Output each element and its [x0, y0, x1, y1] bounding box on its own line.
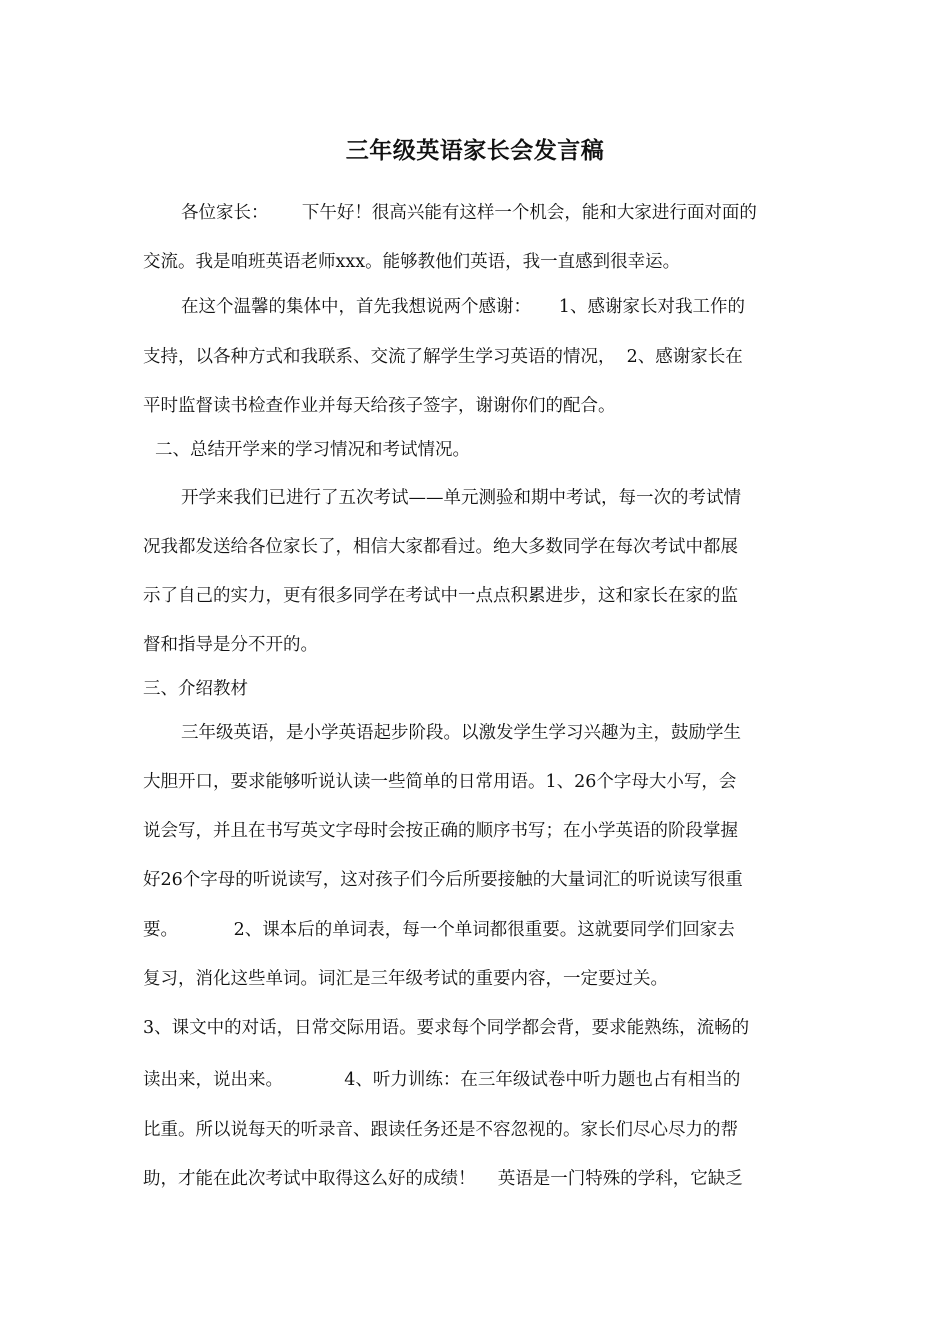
paragraph-line: 助，才能在此次考试中取得这么好的成绩！ 英语是一门特殊的学科，它缺乏 [143, 1169, 743, 1189]
paragraph-line: 交流。我是咱班英语老师xxx。能够教他们英语，我一直感到很幸运。 [143, 252, 681, 272]
paragraph-line: 说会写，并且在书写英文字母时会按正确的顺序书写；在小学英语的阶段掌握 [143, 821, 738, 841]
paragraph-line: 3、课文中的对话，日常交际用语。要求每个同学都会背，要求能熟练，流畅的 [143, 1018, 750, 1038]
paragraph-line: 要。 2、课本后的单词表，每一个单词都很重要。这就要同学们回家去 [143, 920, 735, 940]
paragraph-line: 好26个字母的听说读写，这对孩子们今后所要接触的大量词汇的听说读写很重 [143, 870, 743, 890]
paragraph-line: 平时监督读书检查作业并每天给孩子签字，谢谢你们的配合。 [143, 396, 616, 416]
document-title: 三年级英语家长会发言稿 [345, 137, 605, 164]
paragraph-line: 示了自己的实力，更有很多同学在考试中一点点积累进步，这和家长在家的监 [143, 586, 738, 606]
paragraph-line: 各位家长： 下午好！很高兴能有这样一个机会，能和大家进行面对面的 [181, 203, 757, 223]
paragraph-line: 三年级英语，是小学英语起步阶段。以激发学生学习兴趣为主，鼓励学生 [181, 723, 741, 743]
paragraph-line: 督和指导是分不开的。 [143, 635, 318, 655]
paragraph-line: 大胆开口，要求能够听说认读一些简单的日常用语。1、26个字母大小写，会 [143, 772, 737, 792]
paragraph-line: 复习，消化这些单词。词汇是三年级考试的重要内容，一定要过关。 [143, 969, 668, 989]
paragraph-line: 在这个温馨的集体中，首先我想说两个感谢： 1、感谢家长对我工作的 [181, 297, 745, 317]
paragraph-line: 支持，以各种方式和我联系、交流了解学生学习英语的情况， 2、感谢家长在 [143, 347, 743, 367]
paragraph-line: 开学来我们已进行了五次考试——单元测验和期中考试，每一次的考试情 [181, 488, 741, 508]
paragraph-line: 况我都发送给各位家长了，相信大家都看过。绝大多数同学在每次考试中都展 [143, 537, 738, 557]
section-heading: 二、总结开学来的学习情况和考试情况。 [155, 440, 470, 460]
section-heading: 三、介绍教材 [143, 679, 248, 699]
paragraph-line: 读出来，说出来。 4、听力训练：在三年级试卷中听力题也占有相当的 [143, 1070, 741, 1090]
paragraph-line: 比重。所以说每天的听录音、跟读任务还是不容忽视的。家长们尽心尽力的帮 [143, 1120, 738, 1140]
